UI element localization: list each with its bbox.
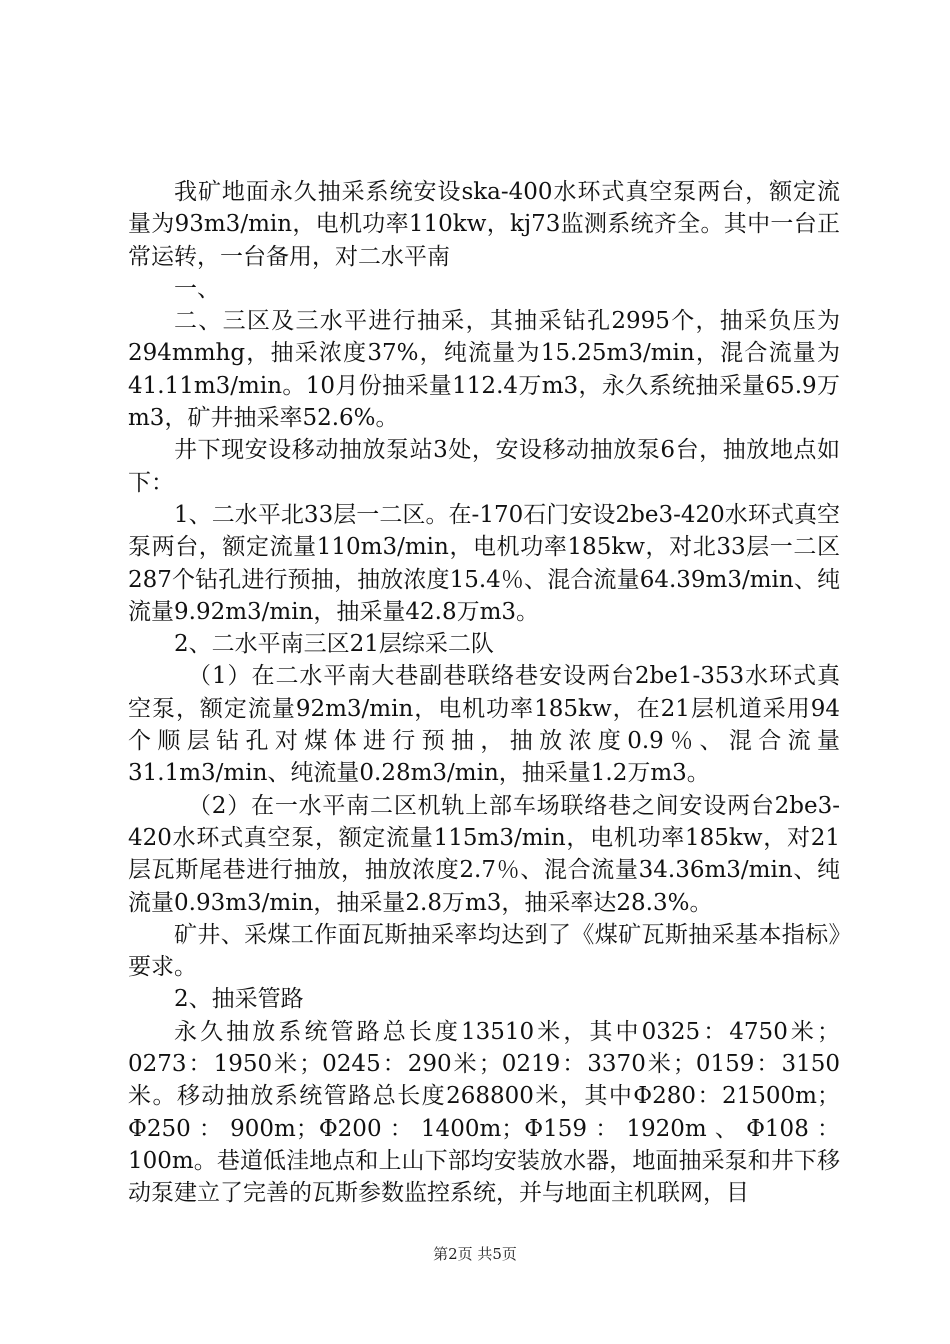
paragraph-heading-pipeline: 2、抽采管路 xyxy=(174,986,304,1013)
paragraph-north-33: 1、二水平北33层一二区。在-170石门安设2be3-420水环式真空泵两台，额定流量110m3/min，电机功率185kw，对北33层一二区287个钻孔进行预抽，抽放浓度15.4％、混合流量64.39m3/min、纯流量9.92m3/min，抽采量42.8万m3。 xyxy=(128,501,840,625)
document-body xyxy=(128,176,840,1210)
paragraph-mobile-stations: 井下现安设移动抽放泵站3处，安设移动抽放泵6台，抽放地点如下： xyxy=(128,437,840,496)
paragraph-south-21: 2、二水平南三区21层综采二队 xyxy=(174,631,494,658)
paragraph-item-2: （2）在一水平南二区机轨上部车场联络巷之间安设两台2be3-420水环式真空泵，额定流量115m3/min，电机功率185kw，对21层瓦斯尾巷进行抽放，抽放浓度2.7％、混合流量34.36m3/min、纯流量0.93m3/min，抽采量2.8万m3，抽采率达28.3%。 xyxy=(128,792,840,916)
paragraph-extraction-stats: 二、三区及三水平进行抽采，其抽采钻孔2995个，抽采负压为294mmhg，抽采浓度37%，纯流量为15.25m3/min，混合流量为41.11m3/min。10月份抽采量112.4万m3，永久系统抽采量65.9万m3，矿井抽采率52.6%。 xyxy=(128,308,840,432)
page-footer: 第2页 共5页 xyxy=(433,1245,517,1263)
paragraph-pipeline-details: 永久抽放系统管路总长度13510米，其中0325：4750米；0273：1950米；0245：290米；0219：3370米；0159：3150米。移动抽放系统管路总长度268800米，其中Φ280：21500m；Φ250：900m；Φ200：1400m；Φ159：1920m、Φ108：100m。巷道低洼地点和上山下部均安装放水器，地面抽采泵和井下移动泵建立了完善的瓦斯参数监控系统，并与地面主机联网，目 xyxy=(128,1018,840,1207)
paragraph-pump-system: 我矿地面永久抽采系统安设ska-400水环式真空泵两台，额定流量为93m3/min，电机功率110kw，kj73监测系统齐全。其中一台正常运转，一台备用，对二水平南 xyxy=(128,179,840,270)
paragraph-item-1: （1）在二水平南大巷副巷联络巷安设两台2be1-353水环式真空泵，额定流量92m3/min，电机功率185kw，在21层机道采用94个顺层钻孔对煤体进行预抽，抽放浓度0.9％、混合流量31.1m3/min、纯流量0.28m3/min，抽采量1.2万m3。 xyxy=(128,663,840,787)
paragraph-heading-one: 一、 xyxy=(174,275,220,302)
paragraph-compliance: 矿井、采煤工作面瓦斯抽采率均达到了《煤矿瓦斯抽采基本指标》要求。 xyxy=(128,921,840,981)
